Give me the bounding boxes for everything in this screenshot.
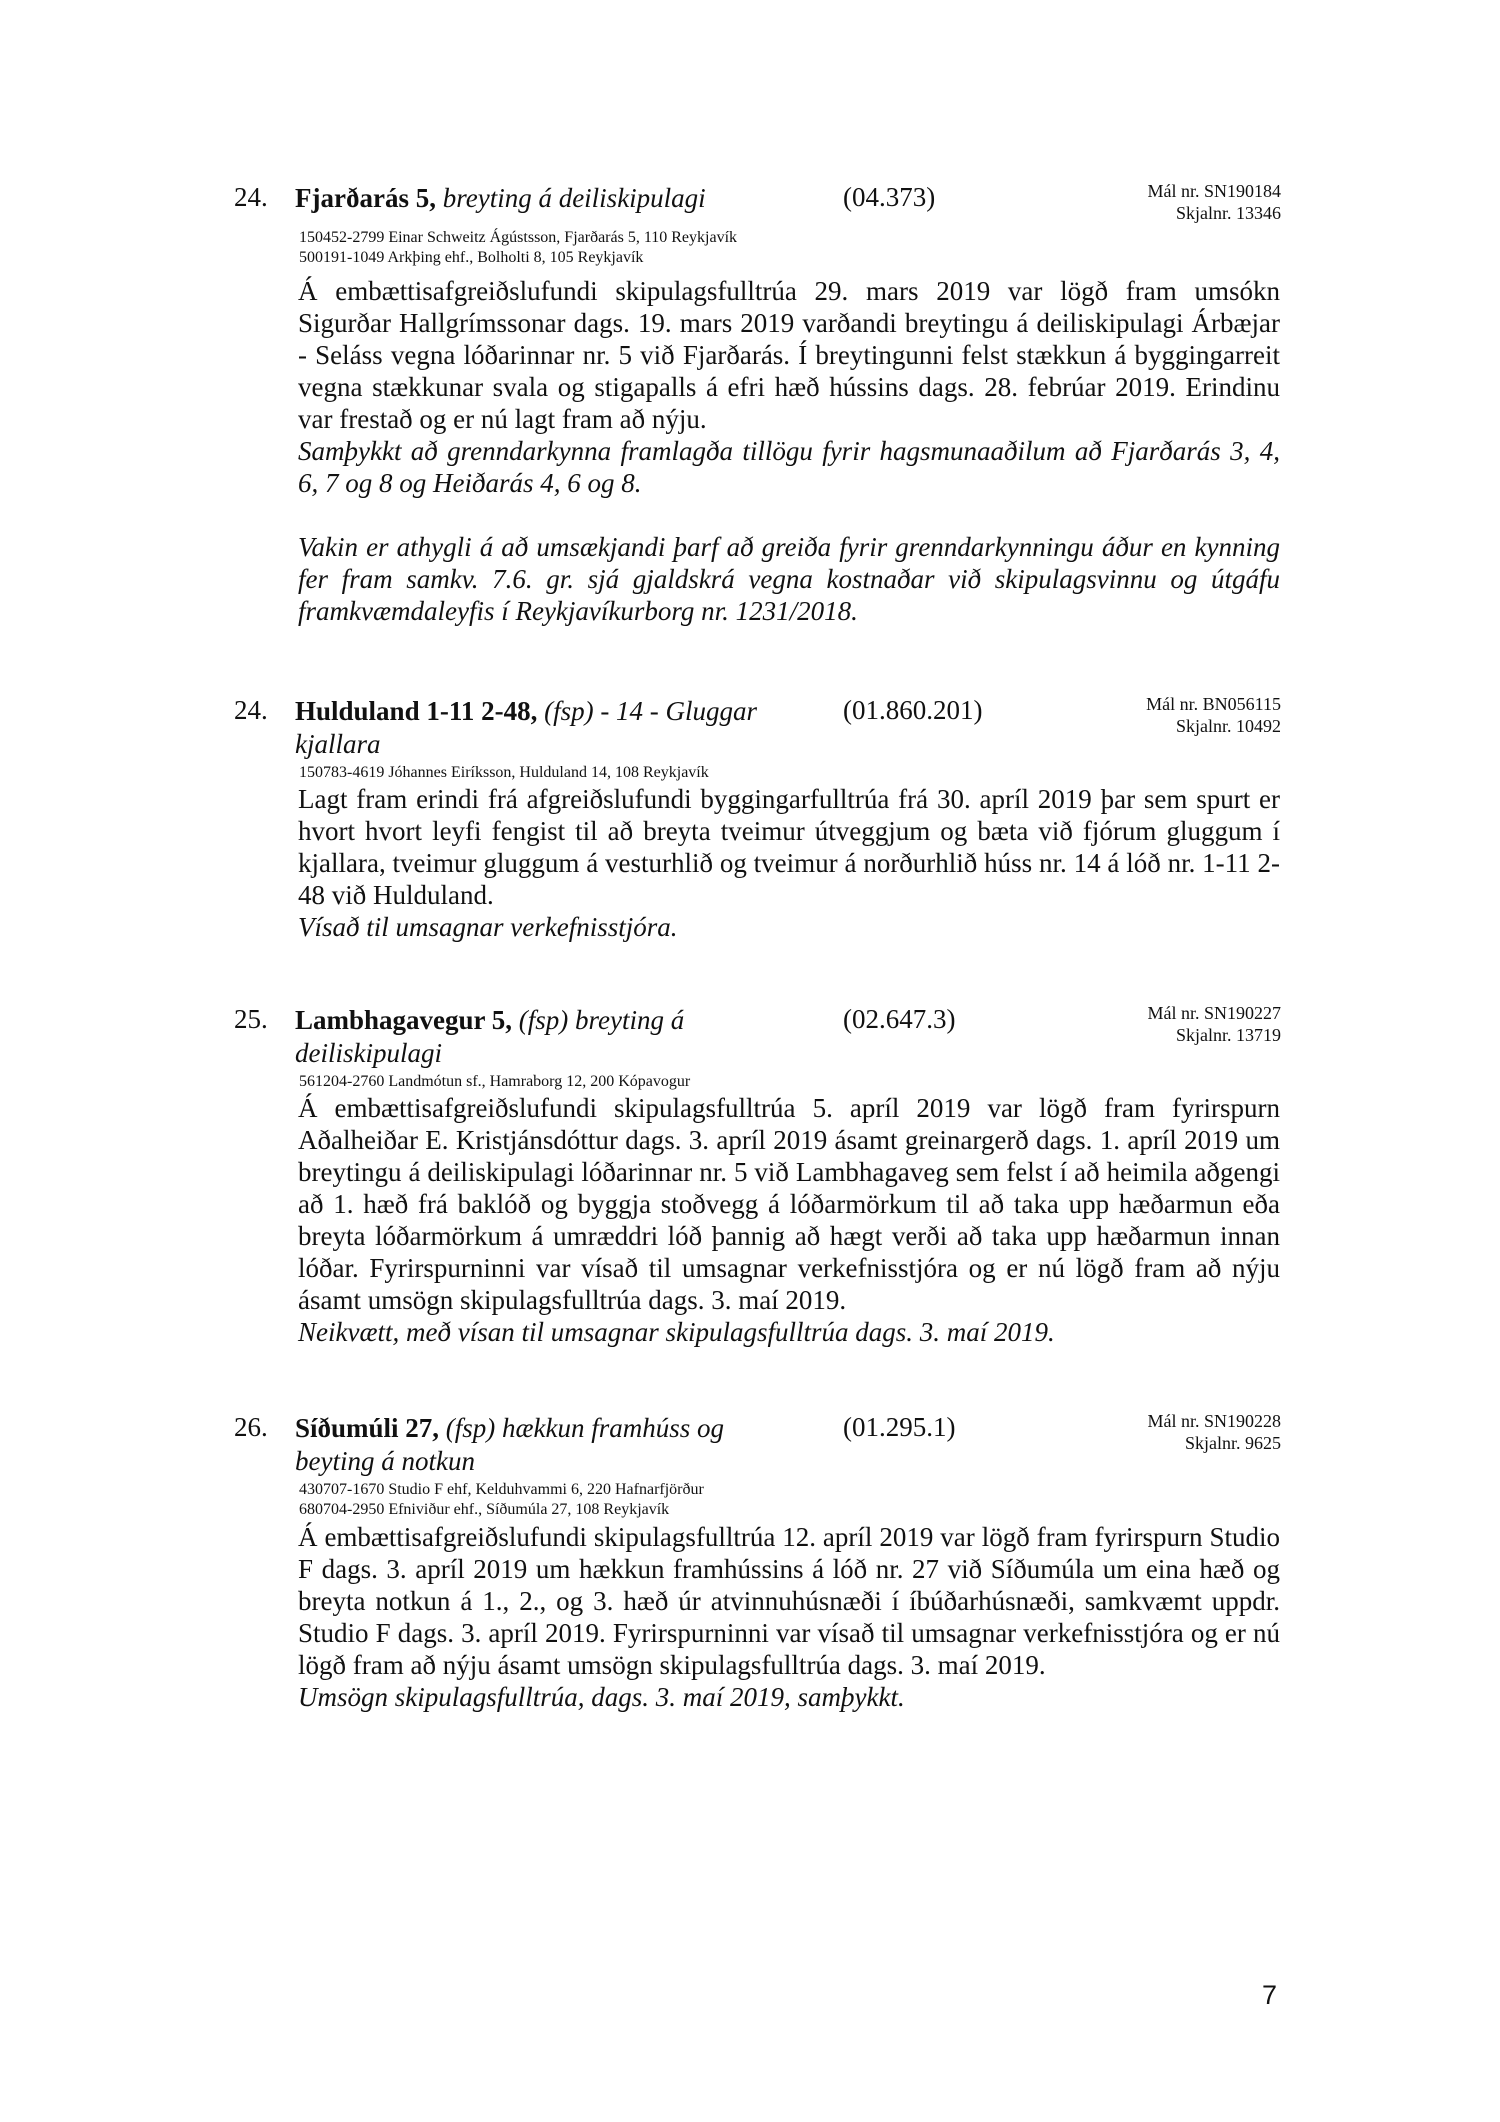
item-title [295, 695, 835, 761]
item-code: (04.373) [843, 182, 936, 212]
item-description: Á embættisafgreiðslufundi skipulagsfulltrúa 5. apríl 2019 var lögð fram fyrirspurn Aðalheiðar E. Kristjánsdóttur dags. 3. apríl 2019 ásamt greinargerð dags. 1. apríl 2019 um breytingu á deiliskipulagi lóðarinnar nr. 5 við Lambhagaveg sem felst í að heimila aðgengi að 1. hæð frá baklóð og byggja stoðvegg á lóðarmörkum til að taka upp hæðarmun eða breyta lóðarmörkum á umræddri lóð þannig að hægt verði að taka upp hæðarmun innan lóðar. Fyrirspurninni var vísað til umsagnar verkefnisstjóra og er nú lögð fram að nýju ásamt umsögn skipulagsfulltrúa dags. 3. maí 2019. [298, 1093, 1280, 1315]
party: 150452-2799 Einar Schweitz Ágústsson, Fjarðarás 5, 110 Reykjavík [299, 229, 738, 246]
item-parties [299, 1072, 1199, 1092]
item-decision: Samþykkt að grenndarkynna framlagða tillögu fyrir hagsmunaaðilum að Fjarðarás 3, 4, 6, 7 og 8 og Heiðarás 4, 6 og 8. [298, 436, 1280, 498]
item-title-address: Lambhagavegur 5, [295, 1005, 513, 1035]
skjalnr: Skjalnr. 10492 [1175, 716, 1281, 736]
item-body [298, 275, 1280, 627]
item-title-address: Hulduland 1-11 2-48, [295, 696, 538, 726]
item-decision: Umsögn skipulagsfulltrúa, dags. 3. maí 2019, samþykkt. [298, 1682, 905, 1712]
item-references [1147, 1002, 1281, 1046]
item-references [1147, 180, 1281, 224]
item-number: 24. [234, 695, 268, 725]
item-title [295, 1004, 745, 1070]
item-parties [299, 228, 1199, 268]
skjalnr: Skjalnr. 9625 [1184, 1433, 1281, 1453]
item-title-address: Síðumúli 27, [295, 1413, 440, 1443]
item-description: Lagt fram erindi frá afgreiðslufundi byggingarfulltrúa frá 30. apríl 2019 þar sem spurt er hvort hvort leyfi fengist til að breyta tveimur útveggjum og bæta við fjórum gluggum í kjallara, tveimur gluggum á vesturhlið og tveimur á norðurhlið húss nr. 14 á lóð nr. 1-11 2-48 við Hulduland. [298, 784, 1280, 910]
item-references [1147, 1410, 1281, 1454]
item-code: (01.860.201) [843, 695, 983, 725]
mal-nr: Mál nr. SN190184 [1147, 181, 1281, 201]
item-description: Á embættisafgreiðslufundi skipulagsfulltrúa 12. apríl 2019 var lögð fram fyrirspurn Studio F dags. 3. apríl 2019 um hækkun framhússins á lóð nr. 27 við Síðumúla um eina hæð og breyta notkun á 1., 2., og 3. hæð úr atvinnuhúsnæði í íbúðarhúsnæði, samkvæmt uppdr. Studio F dags. 3. apríl 2019. Fyrirspurninni var vísað til umsagnar verkefnisstjóra og er nú lögð fram að nýju ásamt umsögn skipulagsfulltrúa dags. 3. maí 2019. [298, 1522, 1280, 1680]
item-description: Á embættisafgreiðslufundi skipulagsfulltrúa 29. mars 2019 var lögð fram umsókn Sigurðar Hallgrímssonar dags. 19. mars 2019 varðandi breytingu á deiliskipulagi Árbæjar - Seláss vegna lóðarinnar nr. 5 við Fjarðarás. Í breytingunni felst stækkun á byggingarreit vegna stækkunar svala og stigapalls á efri hæð hússins dags. 28. febrúar 2019. Erindinu var frestað og er nú lagt fram að nýju. [298, 276, 1280, 434]
item-code: (01.295.1) [843, 1412, 956, 1442]
item-parties [299, 1480, 1199, 1520]
item-decision: Vísað til umsagnar verkefnisstjóra. [298, 912, 678, 942]
page-number: 7 [1262, 1980, 1278, 2010]
party: 561204-2760 Landmótun sf., Hamraborg 12, 200 Kópavogur [299, 1073, 691, 1090]
item-number: 25. [234, 1004, 268, 1034]
mal-nr: Mál nr. SN190227 [1147, 1003, 1281, 1023]
item-references [1146, 693, 1281, 737]
item-title-subject: (fsp) breyting á deiliskipulagi [295, 1005, 685, 1068]
item-body [298, 783, 1280, 943]
party: 150783-4619 Jóhannes Eiríksson, Hulduland 14, 108 Reykjavík [299, 764, 709, 781]
item-title-subject: breyting á deiliskipulagi [442, 183, 706, 213]
item-code: (02.647.3) [843, 1004, 956, 1034]
item-title [295, 1412, 765, 1478]
skjalnr: Skjalnr. 13346 [1175, 203, 1281, 223]
item-decision: Neikvætt, með vísan til umsagnar skipulagsfulltrúa dags. 3. maí 2019. [298, 1317, 1055, 1347]
item-title [295, 182, 825, 215]
party: 500191-1049 Arkþing ehf., Bolholti 8, 105 Reykjavík [299, 249, 644, 266]
item-number: 24. [234, 182, 268, 212]
item-body [298, 1521, 1280, 1713]
item-title-subject: (fsp) hækkun framhúss og beyting á notkun [295, 1413, 725, 1476]
item-note: Vakin er athygli á að umsækjandi þarf að greiða fyrir grenndarkynningu áður en kynning fer fram samkv. 7.6. gr. sjá gjaldskrá vegna kostnaðar við skipulagsvinnu og útgáfu framkvæmdaleyfis í Reykjavíkurborg nr. 1231/2018. [298, 532, 1280, 626]
item-number: 26. [234, 1412, 268, 1442]
item-title-address: Fjarðarás 5, [295, 183, 436, 213]
skjalnr: Skjalnr. 13719 [1175, 1025, 1281, 1045]
mal-nr: Mál nr. SN190228 [1147, 1411, 1281, 1431]
item-parties [299, 763, 1199, 783]
party: 430707-1670 Studio F ehf, Kelduhvammi 6, 220 Hafnarfjörður [299, 1481, 704, 1498]
item-body [298, 1092, 1280, 1348]
item-title-subject: (fsp) - 14 - Gluggar kjallara [295, 696, 758, 759]
party: 680704-2950 Efniviður ehf., Síðumúla 27, 108 Reykjavík [299, 1501, 670, 1518]
mal-nr: Mál nr. BN056115 [1146, 694, 1281, 714]
